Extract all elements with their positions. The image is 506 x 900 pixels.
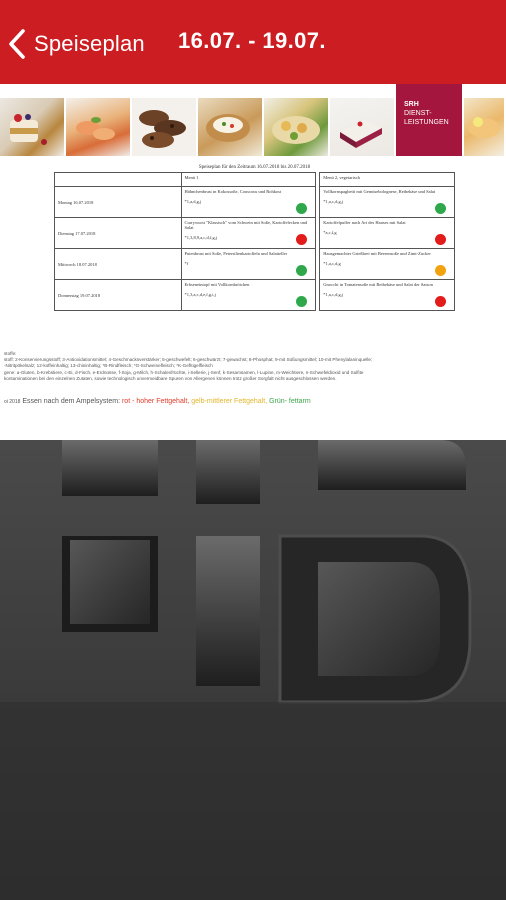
- status-dot-green: [296, 296, 307, 307]
- allergen-notes: [4, 351, 502, 382]
- table-caption: Speiseplan für den Zeitraum 16.07.2018 bis 20.07.2018: [198, 165, 311, 170]
- allergen-codes: *1,a,c,d,g: [323, 261, 341, 266]
- meal-text: Erbseneintopf mit Vollkornbrötchen: [184, 282, 250, 287]
- meal-text: Currywurst "Klassisch" vom Schwein mit Soße, Kartoffelecken und Salat: [184, 220, 308, 230]
- table-row: [55, 280, 455, 311]
- legend-green: Grün- fettarm: [269, 398, 311, 405]
- legend-red: rot - hoher Fettgehalt,: [121, 398, 190, 405]
- allergen-codes: *1,3,a,c,d,e,f,g,i,j: [184, 292, 216, 297]
- menu-table: [54, 164, 455, 311]
- shrimp-photo: [66, 98, 130, 156]
- meal-cell-menu-1: [181, 187, 316, 218]
- meal-text: Hausgemachter Grießbrei mit Beerensoße und Zimt-Zucker: [323, 251, 431, 256]
- meal-text: Gnocchi in Tomatensoße mit Reibekäse und Salat der Saison: [323, 282, 433, 287]
- meal-cell-menu-2: [320, 249, 455, 280]
- meal-cell-menu-1: [181, 249, 316, 280]
- table-row: [55, 218, 455, 249]
- salad-photo: [264, 98, 328, 156]
- meal-text: Hähnchenbrust in Kokossoße, Couscous und Rohkost: [184, 189, 282, 194]
- srh-logo: SRH DIENST- LEISTUNGEN: [396, 84, 462, 156]
- cookies-photo: [132, 98, 196, 156]
- meal-cell-menu-1: [181, 280, 316, 311]
- back-label: Speiseplan: [34, 31, 145, 56]
- meal-text: Putenbrust mit Soße, Petersilienkartoffeln und Salatteller: [184, 251, 288, 256]
- legend-yellow: gelb-mittlerer Fettgehalt,: [191, 398, 268, 405]
- legend-year: oi 2018: [4, 399, 21, 405]
- notes-line: stoff: 2-Konservierungsstoff; 3-Antioxidationsmittel; 4-Geschmacksverstärker; 5-geschwefelt; 6-geschwärzt; 7-gewachst; 8-Phosphat; 9-mit Süßungsmittel; 10-mit Phenylalaninquelle;: [4, 357, 373, 363]
- day-label: Montag 16.07.2018: [55, 187, 182, 218]
- traffic-light-legend: [4, 398, 311, 405]
- navigation-bar: [0, 0, 506, 84]
- embossed-logo: [0, 440, 506, 900]
- meal-table: [54, 172, 455, 311]
- table-row: [55, 249, 455, 280]
- table-row: [55, 187, 455, 218]
- status-dot-green: [435, 203, 446, 214]
- status-dot-red: [296, 234, 307, 245]
- allergen-codes: *1,3,8,9,a,c,d,f,g,j: [184, 235, 218, 240]
- header-menu-2: Menü 2, vegetarisch: [320, 173, 455, 187]
- allergen-codes: *1,a,d,g,j: [184, 199, 202, 204]
- menu-document[interactable]: [0, 84, 506, 440]
- meal-text: Kartoffelpuffer nach Art des Hauses mit Salat: [323, 220, 406, 225]
- status-dot-red: [435, 234, 446, 245]
- meal-cell-menu-1: [181, 218, 316, 249]
- back-button[interactable]: [6, 26, 158, 62]
- allergen-codes: *1,a,c,d,g,j: [323, 292, 344, 297]
- table-header-row: [55, 173, 455, 187]
- dessert-photo: [0, 98, 64, 156]
- notes-line: stoffe:: [4, 351, 17, 356]
- meal-text: Vollkornspaghetti mit Gemüsebolognese, Reibekäse und Salat: [323, 189, 436, 194]
- day-label: Donnerstag 19.07.2018: [55, 280, 182, 311]
- status-dot-orange: [435, 265, 446, 276]
- header-menu-1: Menü 1: [181, 173, 316, 187]
- meal-cell-menu-2: [320, 280, 455, 311]
- meal-cell-menu-2: [320, 218, 455, 249]
- notes-line: kontaminationen bei den einzelnen Zutaten, sowie technologisch unvermeidbare Spuren von Allergenen können trotz großer Sorgfalt nicht ausgeschlossen werden.: [4, 375, 337, 381]
- notes-line: gene: a-Gluten, b-Krebstiere, c-Ei, d-Fisch, e-Erdnüsse, f-Soja, g-Milch, h-Schalenfrüchte, i-Sellerie, j-Senf, k-Sesamsamen, l-Lupine, m-Weichtiere, n-Schwefeldioxid und Sulfite: [4, 369, 364, 375]
- fish-photo: [464, 98, 504, 156]
- allergen-codes: *a,c,f,g: [323, 230, 337, 235]
- status-dot-green: [296, 203, 307, 214]
- page-title: 16.07. - 19.07.: [178, 28, 326, 53]
- legend-intro: Essen nach dem Ampelsystem:: [22, 398, 121, 405]
- meal-cell-menu-2: [320, 187, 455, 218]
- header-day: [55, 173, 182, 187]
- allergen-codes: *1,a,c,d,g,j: [323, 199, 344, 204]
- status-dot-red: [435, 296, 446, 307]
- chevron-left-icon: [6, 28, 28, 60]
- day-label: Dienstag 17.07.2018: [55, 218, 182, 249]
- status-dot-green: [296, 265, 307, 276]
- allergen-codes: *f: [184, 261, 189, 266]
- notes-line: -Nitritpökelsalz; 12-koffeinhaltig; 13-chininhaltig; *B-Rindfleisch; *G-Schweinefleisch; *K-Geflügelfleisch: [4, 363, 213, 369]
- baked-potato-photo: [198, 98, 262, 156]
- app-background: [0, 440, 506, 900]
- food-banner: [0, 98, 506, 156]
- cake-photo: [330, 98, 394, 156]
- day-label: Mittwoch 18.07.2018: [55, 249, 182, 280]
